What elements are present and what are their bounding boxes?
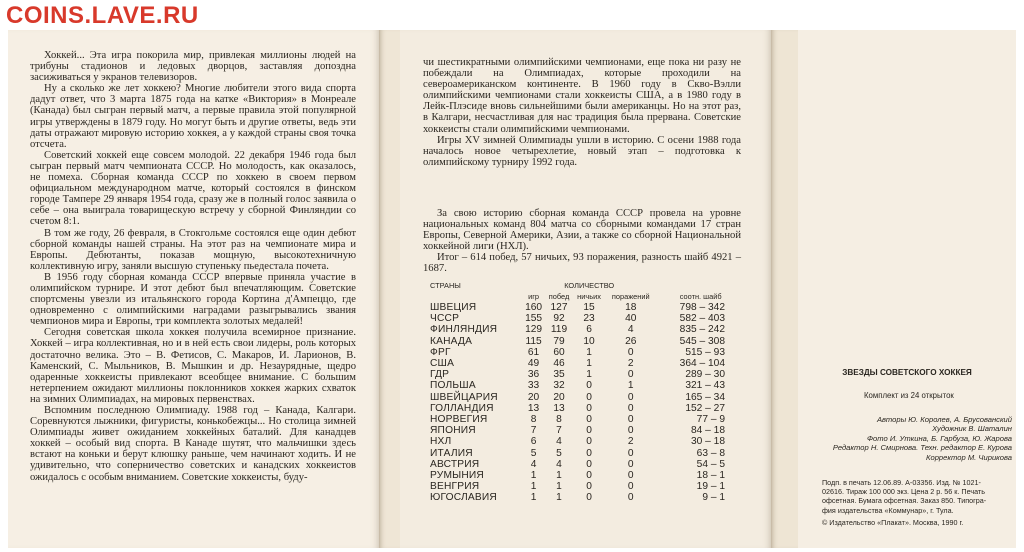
- cell-draws: 0: [586, 458, 592, 470]
- cell-losses: 0: [627, 425, 634, 437]
- cell-country: ПОЛЬША: [430, 380, 476, 392]
- paragraph: Хоккей... Эта игра покорила мир, привлекая миллионы людей на трибуны стадионов и ледовых дворцов, заставляя допоздна засиживаться у экранов телевизоров.: [30, 50, 356, 84]
- credit-line: Корректор М. Чирикова: [926, 452, 1012, 462]
- history-text: [30, 50, 356, 483]
- cell-country: ИТАЛИЯ: [430, 447, 473, 459]
- cell-games: 36: [527, 369, 540, 381]
- cell-draws: 1: [586, 346, 592, 358]
- cell-country: ФРГ: [430, 346, 451, 358]
- cell-losses: 4: [627, 324, 634, 336]
- cell-country: НОРВЕГИЯ: [430, 413, 488, 425]
- paragraph: Советский хоккей еще совсем молодой. 22 декабря 1946 года был сыгран первый матч чемпионата СССР. Но молодость, как оказалось, не помеха. Сборная команда СССР по хоккею в своем первом официальном международном матче, который состоялся в финском городе Тампере 29 января 1954 года, сразу же в полный голос заявила о себе – она выиграла товарищескую встречу у сборной Финляндии со счетом 8:1.: [30, 149, 356, 228]
- cell-goals: 364 – 104: [679, 358, 725, 370]
- cell-draws: 0: [586, 481, 592, 493]
- table-row: [430, 414, 745, 425]
- cell-country: ШВЕЦИЯ: [430, 302, 477, 314]
- table-row: [430, 358, 745, 369]
- col-draws: ничьих: [577, 292, 601, 301]
- table-row: [430, 403, 745, 414]
- table-row: [430, 336, 745, 347]
- cell-games: 49: [527, 358, 540, 370]
- col-goals: соотн. шайб: [679, 292, 722, 301]
- table-row: [430, 447, 745, 458]
- cell-losses: 2: [627, 436, 634, 448]
- cell-losses: 0: [627, 447, 634, 459]
- table-row: [430, 425, 745, 436]
- cell-goals: 30 – 18: [691, 436, 725, 448]
- set-subtitle: Комплект из 24 открыток: [864, 391, 954, 400]
- cell-goals: 515 – 93: [685, 346, 725, 358]
- cell-losses: 0: [627, 369, 634, 381]
- cell-games: 160: [525, 302, 543, 314]
- paragraph: Игры XV зимней Олимпиады ушли в историю. С осени 1988 года началось новое четырехлетие, новый этап – подготовка к олимпийскому турниру 1992 года.: [423, 134, 741, 168]
- paragraph: Сегодня советская школа хоккея получила всемирное признание. Хоккей – игра коллективная, но и в ней есть свои лидеры, роль которых достаточно велика. Это – В. Фетисов, С. Макаров, И. Ларионов, В. Каменский, С. Мыльников, В. Мышкин и др. Незаурядные, щедро одаренные хоккеисты привлекают всеобщее внимание. С большим нетерпением ожидают миллионы поклонников хоккея жарких схваток на зимних Олимпиадах, на мировых первенствах.: [30, 327, 356, 405]
- cell-losses: 2: [627, 358, 634, 370]
- cell-goals: 798 – 342: [679, 302, 725, 314]
- table-row: [430, 380, 745, 391]
- cell-draws: 6: [586, 324, 592, 336]
- table-row: [430, 302, 745, 313]
- cell-goals: 165 – 34: [685, 391, 725, 403]
- cell-goals: 77 – 9: [696, 413, 725, 425]
- cell-losses: 0: [627, 346, 634, 358]
- print-line: фия издательства «Коммунар», г. Тула.: [822, 505, 954, 515]
- right-panel: [798, 30, 1016, 548]
- cell-losses: 0: [627, 413, 634, 425]
- copyright: © Издательство «Плакат». Москва, 1990 г.: [822, 518, 964, 527]
- credits: [804, 415, 1012, 462]
- cell-losses: 0: [627, 391, 634, 403]
- print-line: 02616. Тираж 100 000 экз. Цена 2 р. 56 к. Печать: [822, 487, 985, 497]
- cell-games: 4: [530, 458, 537, 470]
- paragraph: Итог – 614 побед, 57 ничьих, 93 поражения, разность шайб 4921 – 1687.: [423, 252, 741, 275]
- table-row: [430, 347, 745, 358]
- print-info: [822, 478, 1012, 515]
- cell-draws: 0: [586, 447, 592, 459]
- paragraph: В том же году, 26 февраля, в Стокгольме состоялся еще один дебют сборной команды нашей страны. На этот раз на чемпионате мира и Европы. Дебютанты, показав мощную, высокотехничную коллективную игру, заняли высшую ступеньку пьедестала почета.: [30, 227, 356, 272]
- cell-wins: 5: [556, 447, 562, 459]
- cell-wins: 7: [556, 425, 562, 437]
- col-games: игр: [528, 292, 540, 301]
- cell-wins: 1: [556, 469, 562, 481]
- paragraph: чи шестикратными олимпийскими чемпионами, еще пока ни разу не побеждали на Олимпиадах, которые проходили на североамериканском континенте. В 1960 году в Скво-Вэлли олимпийскими чемпионами стали хоккеисты США, а в 1980 году в Лейк-Плэсиде вновь сильнейшими были американцы. Но на этот раз, в Калгари, несчастливая для нас традиция была прервана. Советские хоккеисты стали олимпийскими чемпионами.: [423, 57, 741, 135]
- cell-wins: 32: [553, 380, 565, 392]
- cell-games: 155: [525, 313, 543, 325]
- cell-wins: 60: [553, 346, 565, 358]
- cell-goals: 835 – 242: [679, 324, 725, 336]
- cell-country: ВЕНГРИЯ: [430, 481, 480, 493]
- cell-country: ШВЕЙЦАРИЯ: [430, 391, 498, 403]
- cell-wins: 1: [556, 492, 562, 504]
- cell-wins: 4: [556, 458, 562, 470]
- cell-losses: 18: [625, 302, 637, 314]
- cell-draws: 1: [586, 369, 592, 381]
- cell-goals: 152 – 27: [685, 402, 725, 414]
- cell-losses: 0: [627, 402, 634, 414]
- cell-wins: 1: [556, 481, 562, 493]
- set-title: ЗВЕЗДЫ СОВЕТСКОГО ХОККЕЯ: [842, 368, 972, 377]
- print-line: офсетная. Бумага офсетная. Заказ 850. Типогра-: [822, 496, 987, 506]
- cell-wins: 92: [553, 313, 565, 325]
- cell-games: 33: [527, 380, 540, 392]
- cell-draws: 0: [586, 436, 592, 448]
- cell-goals: 321 – 43: [685, 380, 725, 392]
- cell-draws: 0: [586, 469, 592, 481]
- olympics-text: [423, 57, 741, 168]
- table-row: [430, 459, 745, 470]
- cell-country: НХЛ: [430, 436, 452, 448]
- cell-goals: 18 – 1: [696, 469, 725, 481]
- summary-text: [423, 208, 741, 275]
- cell-draws: 0: [586, 425, 592, 437]
- cell-country: КАНАДА: [430, 335, 473, 347]
- cell-country: США: [430, 358, 455, 370]
- table-row: [430, 470, 745, 481]
- cell-wins: 20: [553, 391, 565, 403]
- cell-goals: 84 – 18: [691, 425, 725, 437]
- cell-games: 6: [530, 436, 537, 448]
- watermark: COINS.LAVE.RU: [6, 2, 199, 29]
- cell-country: РУМЫНИЯ: [430, 469, 484, 481]
- cell-draws: 0: [586, 492, 592, 504]
- cell-country: АВСТРИЯ: [430, 458, 480, 470]
- col-losses: поражений: [611, 292, 650, 301]
- cell-wins: 46: [553, 358, 565, 370]
- cell-country: ФИНЛЯНДИЯ: [430, 324, 498, 336]
- fold-strip-left: [380, 30, 400, 548]
- paragraph: За свою историю сборная команда СССР провела на уровне национальных команд 804 матча со сборными командами 17 стран Европы, Северной Америки, Азии, а также со сборной Национальной хоккейной лиги (НХЛ).: [423, 208, 741, 253]
- cell-losses: 0: [627, 469, 634, 481]
- cell-wins: 119: [550, 324, 568, 336]
- cell-wins: 4: [556, 436, 562, 448]
- fold-strip-right: [772, 30, 798, 548]
- print-line: Подп. в печать 12.06.89. А-03356. Изд. № 1021-: [822, 478, 981, 487]
- cell-losses: 0: [627, 492, 634, 504]
- table-row: [430, 313, 745, 324]
- cell-games: 115: [525, 335, 542, 347]
- cell-losses: 0: [627, 481, 634, 493]
- paragraph: В 1956 году сборная команда СССР впервые приняла участие в олимпийском турнире. И этот дебют был впечатляющим. Советские спортсмены увезли из итальянского города Кортина д'Ампеццо, где одновременно с олимпийскими наградами разыгрывались звания чемпионов мира и Европы, три комплекта золотых медалей!: [30, 271, 356, 328]
- cell-draws: 23: [583, 313, 595, 325]
- cell-goals: 9 – 1: [702, 492, 725, 504]
- cell-games: 7: [530, 425, 537, 437]
- table-row: [430, 369, 745, 380]
- table-row: [430, 481, 745, 492]
- cell-draws: 15: [583, 302, 595, 314]
- cell-losses: 0: [627, 458, 634, 470]
- cell-games: 61: [527, 346, 540, 358]
- credit-line: Художник В. Шаталин: [932, 424, 1012, 434]
- col-countries: СТРАНЫ: [430, 281, 461, 290]
- cell-games: 20: [527, 391, 540, 403]
- cell-wins: 79: [553, 335, 565, 347]
- cell-goals: 289 – 30: [685, 369, 725, 381]
- paragraph: Вспомним последнюю Олимпиаду. 1988 год – Канада, Калгари. Соревнуются лыжники, фигуристы, конькобежцы... Но столица зимней Олимпиады живет ожиданием хоккейных баталий. Для канадцев хоккей – особый вид спорта. В Канаде шутят, что мальчишки здесь встают на коньки и берут клюшку раньше, чем начинают ходить. И не удивительно, что соперничество советских и канадских хоккеистов ожидалось с особым вниманием. Советские хоккеисты, буду-: [30, 405, 356, 483]
- cell-games: 1: [530, 492, 537, 504]
- cell-wins: 8: [556, 413, 562, 425]
- cell-country: ГДР: [430, 369, 450, 381]
- cell-goals: 63 – 8: [696, 447, 725, 459]
- cell-draws: 0: [586, 391, 592, 403]
- cell-country: ЯПОНИЯ: [430, 425, 476, 437]
- cell-country: ГОЛЛАНДИЯ: [430, 402, 494, 414]
- cell-games: 8: [530, 413, 537, 425]
- cell-losses: 1: [627, 380, 634, 392]
- cell-games: 129: [525, 324, 543, 336]
- credit-line: Фото И. Уткина, Б. Гарбуза, Ю. Жарова: [866, 433, 1012, 443]
- cell-losses: 26: [625, 335, 637, 347]
- cell-losses: 40: [625, 313, 637, 325]
- cell-wins: 35: [553, 369, 565, 381]
- results-table: [430, 280, 745, 503]
- table-row: [430, 324, 745, 335]
- table-row: [430, 436, 745, 447]
- col-wins: побед: [548, 292, 570, 301]
- cell-draws: 1: [586, 358, 592, 370]
- cell-goals: 19 – 1: [696, 481, 725, 493]
- table-row: [430, 492, 745, 503]
- col-quantity: КОЛИЧЕСТВО: [564, 281, 615, 290]
- cell-wins: 127: [550, 302, 568, 314]
- paragraph: Ну а сколько же лет хоккею? Многие любители этого вида спорта дадут ответ, что 3 марта 1875 года на катке «Виктория» в Монреале (Канада) был сыгран первый матч, а первые правила этой популярной игры утверждены в 1879 году. Но могут быть и другие ответы, ведь эти даты отражают мировую историю хоккея, а у каждой страны своя точка отсчета.: [30, 83, 356, 150]
- cell-games: 1: [530, 481, 537, 493]
- cell-games: 1: [530, 469, 537, 481]
- credit-line: Авторы Ю. Королев, А. Брусованский: [876, 415, 1012, 424]
- cell-goals: 54 – 5: [696, 458, 725, 470]
- table-row: [430, 392, 745, 403]
- cell-games: 5: [530, 447, 537, 459]
- cell-games: 13: [527, 402, 540, 414]
- cell-draws: 0: [586, 413, 592, 425]
- cell-draws: 0: [586, 380, 592, 392]
- cell-country: ЮГОСЛАВИЯ: [430, 492, 497, 504]
- cell-goals: 582 – 403: [679, 313, 725, 325]
- credit-line: Редактор Н. Смирнова. Техн. редактор Е. Курова: [832, 443, 1012, 453]
- cell-draws: 0: [586, 402, 592, 414]
- cell-country: ЧССР: [430, 313, 460, 325]
- cell-draws: 10: [583, 335, 595, 347]
- cell-goals: 545 – 308: [679, 335, 725, 347]
- cell-wins: 13: [553, 402, 565, 414]
